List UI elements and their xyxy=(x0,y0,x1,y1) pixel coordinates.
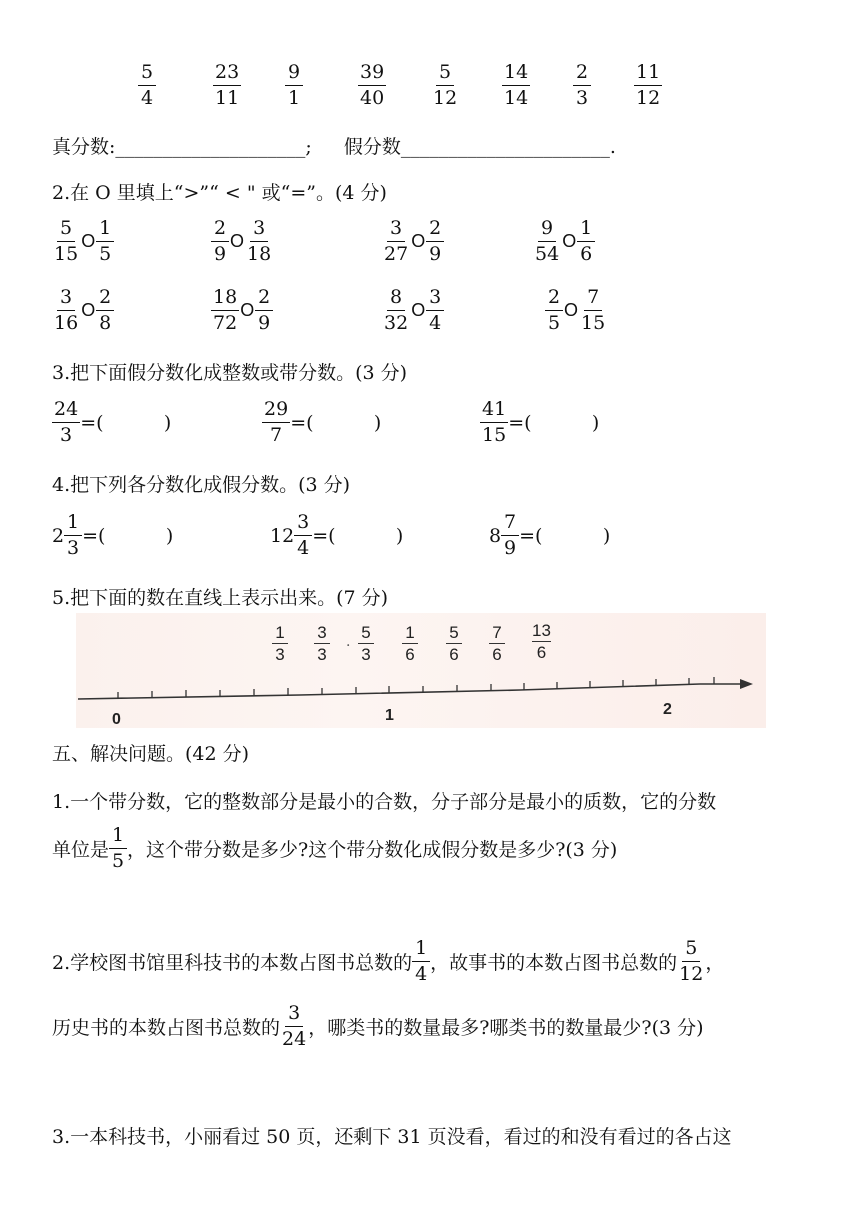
problem-2-line-1: 2.学校图书馆里科技书的本数占图书总数的 $\frac{1}{4}$ ，故事书的本数占图书总数的 $\frac{5}{12}$ ， xyxy=(52,937,725,985)
fraction-item: $\frac{23}{11}$ xyxy=(215,61,240,109)
compare-item: $\frac{2}{9}$ O $\frac{3}{18}$ xyxy=(211,219,273,264)
numberline-fraction: $\frac{13}{6}$ xyxy=(532,621,551,662)
fraction-item: $\frac{14}{14}$ xyxy=(504,61,529,109)
proper-fraction-blank[interactable]: ____________________ xyxy=(115,136,306,158)
compare-item: $\frac{3}{16}$ O $\frac{2}{8}$ xyxy=(52,288,114,333)
compare-item: $\frac{3}{27}$ O $\frac{2}{9}$ xyxy=(382,219,444,264)
answer-blank[interactable]: =( ) xyxy=(82,524,174,547)
convert-item: 2 $\frac{1}{3}$ =( ) xyxy=(52,511,174,559)
axis-label-0: 0 xyxy=(112,711,121,728)
compare-item: $\frac{18}{72}$ O $\frac{2}{9}$ xyxy=(211,288,273,333)
fraction-item: $\frac{39}{40}$ xyxy=(360,61,385,109)
problem-2-line-2: 历史书的本数占图书总数的 $\frac{3}{24}$ ，哪类书的数量最多?哪类书的数量最少?(3 分) xyxy=(52,1002,704,1050)
classify-line: 真分数:____________________; 假分数______________________. xyxy=(52,136,616,158)
answer-circle[interactable]: O xyxy=(230,231,245,251)
convert-item: 12 $\frac{3}{4}$ =( ) xyxy=(270,511,404,559)
answer-circle[interactable]: O xyxy=(81,231,96,251)
numberline-fraction: $\frac{3}{3}$ xyxy=(314,624,330,663)
problem-1-line-1: 1.一个带分数，它的整数部分是最小的合数，分子部分是最小的质数，它的分数 xyxy=(52,791,717,813)
problem-3-line-1: 3.一本科技书，小丽看过 50 页，还剩下 31 页没看，看过的和没有看过的各占这 xyxy=(52,1126,732,1148)
improper-fraction-blank[interactable]: ______________________ xyxy=(400,136,610,158)
compare-item: $\frac{5}{15}$ O $\frac{1}{5}$ xyxy=(52,219,114,264)
answer-blank[interactable]: =( ) xyxy=(508,411,600,434)
compare-item: $\frac{2}{5}$ O $\frac{7}{15}$ xyxy=(545,288,607,333)
convert-item: $\frac{29}{7}$ =( ) xyxy=(264,398,382,446)
improper-fraction-label: 假分数 xyxy=(343,136,401,158)
convert-item: $\frac{24}{3}$ =( ) xyxy=(54,398,172,446)
numberline-fraction: $\frac{7}{6}$ xyxy=(489,624,505,663)
answer-blank[interactable]: =( ) xyxy=(312,524,404,547)
proper-fraction-label: 真分数: xyxy=(52,136,116,158)
question-3-title: 3.把下面假分数化成整数或带分数。(3 分) xyxy=(52,362,408,384)
answer-blank[interactable]: =( ) xyxy=(519,524,611,547)
convert-item: 8 $\frac{7}{9}$ =( ) xyxy=(489,511,611,559)
answer-circle[interactable]: O xyxy=(240,300,255,320)
question-4-title: 4.把下列各分数化成假分数。(3 分) xyxy=(52,474,351,496)
fraction-item: $\frac{9}{1}$ xyxy=(285,63,303,108)
compare-item: $\frac{8}{32}$ O $\frac{3}{4}$ xyxy=(382,288,444,333)
arrow-head-icon xyxy=(740,679,753,689)
fraction-item: $\frac{5}{4}$ xyxy=(138,63,156,108)
convert-item: $\frac{41}{15}$ =( ) xyxy=(482,398,600,446)
compare-item: $\frac{9}{54}$ O $\frac{1}{6}$ xyxy=(533,219,595,264)
separator: ; xyxy=(305,136,312,158)
answer-circle[interactable]: O xyxy=(564,300,579,320)
axis-label-2: 2 xyxy=(663,701,672,718)
question-5-title: 5.把下面的数在直线上表示出来。(7 分) xyxy=(52,587,389,609)
fraction-item: $\frac{5}{12}$ xyxy=(433,61,458,109)
problem-1-line-2: 单位是 $\frac{1}{5}$ ，这个带分数是多少?这个带分数化成假分数是多少?(3 分) xyxy=(52,824,618,872)
number-line-axis xyxy=(78,684,740,699)
answer-circle[interactable]: O xyxy=(411,300,426,320)
answer-blank[interactable]: =( ) xyxy=(80,411,172,434)
number-line-ticks xyxy=(118,677,714,699)
fraction-item: $\frac{2}{3}$ xyxy=(573,63,591,108)
answer-circle[interactable]: O xyxy=(562,231,577,251)
axis-label-1: 1 xyxy=(385,707,394,724)
numberline-fraction: $\frac{5}{3}$ xyxy=(358,624,374,663)
fraction-item: $\frac{11}{12}$ xyxy=(636,61,661,109)
numberline-fraction: $\frac{1}{3}$ xyxy=(272,624,288,663)
dot-mark: · xyxy=(346,638,351,654)
answer-circle[interactable]: O xyxy=(411,231,426,251)
numberline-fraction: $\frac{5}{6}$ xyxy=(446,624,462,663)
section-title: 五、解决问题。(42 分) xyxy=(52,743,250,765)
answer-blank[interactable]: =( ) xyxy=(290,411,382,434)
answer-circle[interactable]: O xyxy=(81,300,96,320)
numberline-fraction: $\frac{1}{6}$ xyxy=(402,624,418,663)
question-2-title: 2.在 O 里填上“>”“ < " 或“=”。(4 分) xyxy=(52,182,387,204)
